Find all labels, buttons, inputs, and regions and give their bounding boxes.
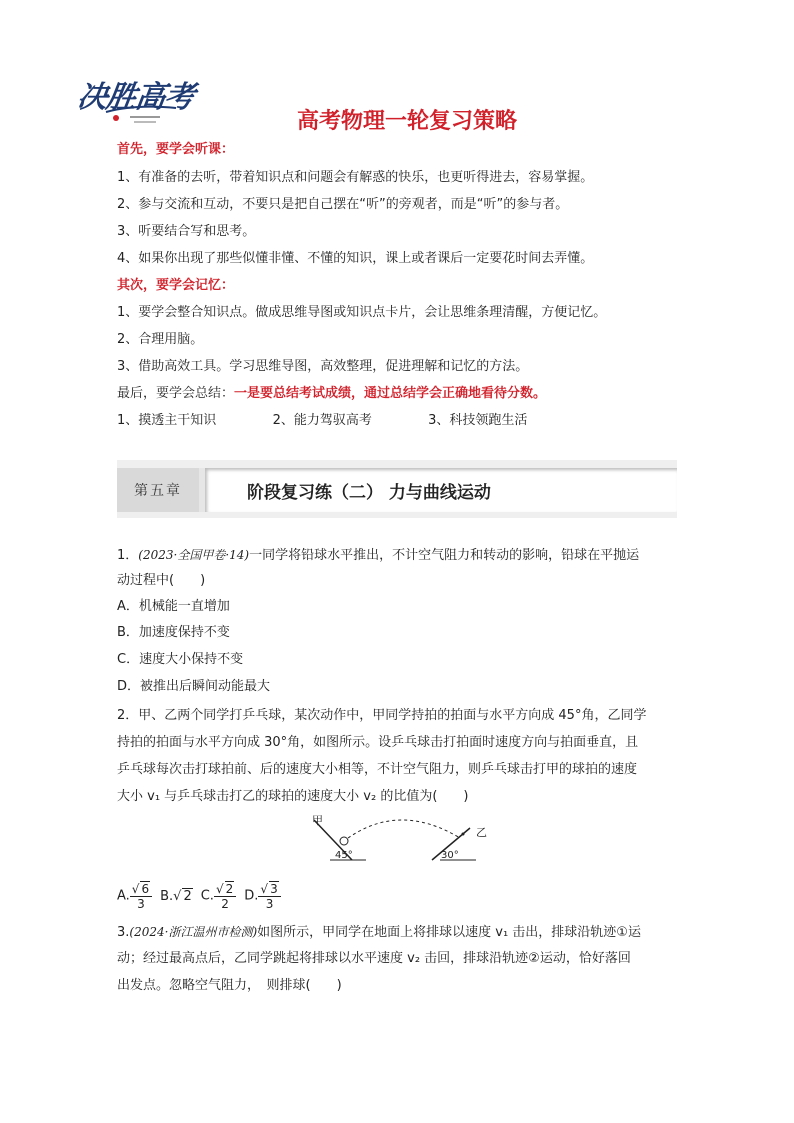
section-heading-memory: 其次，要学会记忆：: [117, 278, 235, 293]
option: A．机械能一直增加: [117, 599, 230, 614]
paddle-figure: [300, 810, 510, 870]
denominator: 3: [265, 897, 274, 911]
triple-item: 3、科技领跑生活: [428, 413, 528, 428]
section-heading-listen: 首先，要学会听课：: [117, 142, 235, 157]
angle-right: 30°: [441, 850, 459, 861]
question-number: 3.: [117, 925, 130, 940]
triple-item: 1、摸透主干知识: [117, 413, 217, 428]
option-d: D. $\frac{√ 3}{3}$: [244, 881, 280, 911]
question-3-line3: 出发点。忽略空气阻力， 则排球( ): [117, 978, 342, 993]
question-2-line: 乒乓球每次击打球拍前、后的速度大小相等，不计空气阻力，则乒乓球击打甲的球拍的速度: [117, 762, 638, 777]
question-3-line1: [117, 922, 641, 943]
sqrt-value: 6: [141, 882, 150, 896]
denominator: 3: [137, 897, 145, 911]
option-a: A. $\frac{√ 6}{3}$: [117, 881, 152, 911]
option-prefix: D.: [244, 888, 259, 904]
sqrt-value: 3: [270, 882, 278, 896]
denominator: 2: [221, 897, 229, 911]
option: B．加速度保持不变: [117, 625, 230, 640]
list-item: 1、要学会整合知识点。做成思维导图或知识点卡片，会让思维条理清醒，方便记忆。: [117, 305, 607, 320]
summary-line: [117, 384, 546, 404]
list-item: 3、借助高效工具。学习思维导图，高效整理，促进理解和记忆的方法。: [117, 359, 529, 374]
option-c: C. $\frac{√ 2}{2}$: [201, 881, 237, 911]
sqrt-value: 2: [225, 882, 234, 896]
label-jia: 甲: [312, 814, 323, 827]
option: D．被推出后瞬间动能最大: [117, 679, 271, 694]
question-text: 一同学将铅球水平推出，不计空气阻力和转动的影响，铅球在平抛运: [249, 548, 640, 563]
label-yi: 乙: [476, 826, 487, 839]
question-source: (2024·浙江温州市检测): [129, 925, 258, 939]
summary-highlight: 一是要总结考试成绩，通过总结学会正确地看待分数。: [234, 386, 547, 401]
question-source: (2023·全国甲卷·14): [138, 548, 250, 562]
list-item: 4、如果你出现了那些似懂非懂、不懂的知识，课上或者课后一定要花时间去弄懂。: [117, 251, 594, 266]
question-2-line: 大小 v₁ 与乒乓球击打乙的球拍的速度大小 v₂ 的比值为( ): [117, 789, 469, 804]
angle-left: 45°: [335, 850, 353, 861]
question-1-line2: 动过程中( ): [117, 573, 206, 588]
option-prefix: C.: [200, 888, 214, 904]
option: C．速度大小保持不变: [117, 652, 244, 667]
chapter-banner: [117, 460, 677, 518]
question-2-line: 2．甲、乙两个同学打乒乓球，某次动作中，甲同学持拍的拍面与水平方向成 45°角，乙同学: [117, 708, 647, 723]
chapter-label: 第五章: [117, 468, 199, 512]
sqrt-value: 2: [183, 889, 192, 904]
question-number: 1．: [117, 548, 139, 563]
summary-prefix: 最后，要学会总结：: [117, 386, 235, 401]
logo-text: 决胜高考: [75, 80, 196, 115]
question-2-line: 持拍的拍面与水平方向成 30°角，如图所示。设乒乓球击打拍面时速度方向与拍面垂直，且: [117, 735, 639, 750]
list-item: 1、有准备的去听，带着知识点和问题会有解惑的快乐，也更听得进去，容易掌握。: [117, 170, 594, 185]
question-3-line2: 动；经过最高点后，乙同学跳起将排球以水平速度 v₂ 击回，排球沿轨迹②运动，恰好落回: [117, 951, 631, 966]
lesson-title-box: [205, 468, 677, 512]
list-item: 2、合理用脑。: [117, 332, 204, 347]
lesson-title: 阶段复习练（二） 力与曲线运动: [247, 483, 491, 503]
paddle-diagram: [300, 810, 510, 870]
question-1-line1: [117, 545, 639, 566]
question-2-options: [117, 876, 281, 916]
option-b: B.√ 2: [160, 889, 192, 904]
list-item: 3、听要结合写和思考。: [117, 224, 256, 239]
triple-item: 2、能力驾驭高考: [272, 413, 372, 428]
option-prefix: A.: [117, 888, 130, 904]
option-prefix: B.: [160, 889, 174, 904]
list-item: 2、参与交流和互动，不要只是把自己摆在“听”的旁观者，而是“听”的参与者。: [117, 197, 569, 212]
page-title: 高考物理一轮复习策略: [296, 109, 517, 134]
question-text: 如图所示，甲同学在地面上将排球以速度 v₁ 击出，排球沿轨迹①运: [257, 925, 641, 940]
summary-triple: [117, 411, 527, 431]
